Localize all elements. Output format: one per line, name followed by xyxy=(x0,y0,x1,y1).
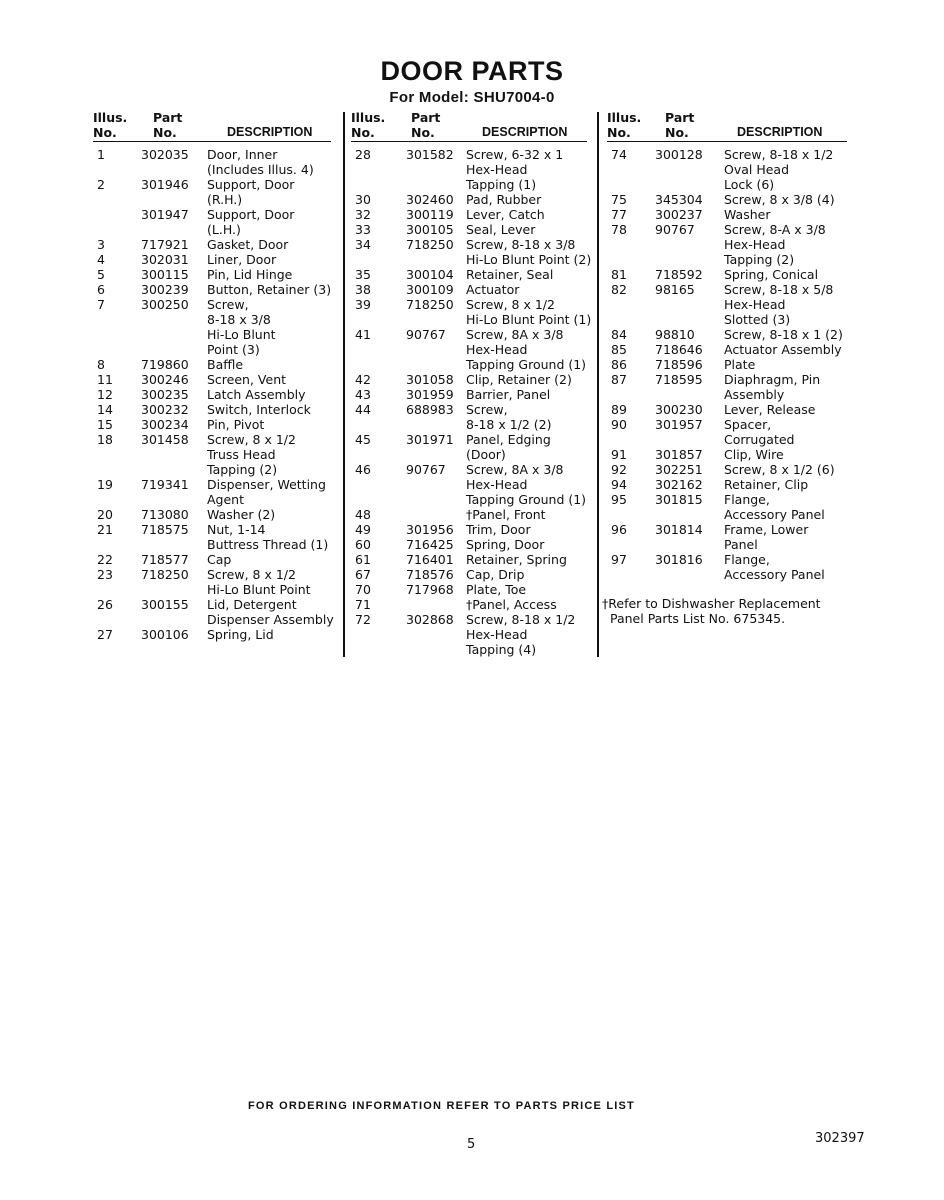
part-number: 90767 xyxy=(406,327,446,342)
header-rule xyxy=(93,141,331,142)
ordering-footer: FOR ORDERING INFORMATION REFER TO PARTS PRICE LIST xyxy=(248,1100,635,1112)
illus-number: 86 xyxy=(611,357,627,372)
part-number: 302460 xyxy=(406,192,454,207)
description-header: DESCRIPTION xyxy=(227,125,313,139)
part-description: Screen, Vent xyxy=(207,372,287,387)
part-description: Support, Door xyxy=(207,207,295,222)
illus-number: 26 xyxy=(97,597,113,612)
part-header: Part No. xyxy=(411,110,441,140)
part-description: Hi-Lo Blunt Point xyxy=(207,582,311,597)
illus-number: 8 xyxy=(97,357,105,372)
illus-number: 96 xyxy=(611,522,627,537)
illus-number: 30 xyxy=(355,192,371,207)
illus-number: 2 xyxy=(97,177,105,192)
part-number: 301959 xyxy=(406,387,454,402)
part-description: Lever, Catch xyxy=(466,207,545,222)
part-header: Part No. xyxy=(153,110,183,140)
illus-number: 84 xyxy=(611,327,627,342)
part-description: Screw, 8 x 1/2 (6) xyxy=(724,462,835,477)
column-divider xyxy=(597,112,599,657)
illus-number: 71 xyxy=(355,597,371,612)
illus-number: 19 xyxy=(97,477,113,492)
illus-header: Illus. No. xyxy=(351,110,386,140)
part-description: Cap, Drip xyxy=(466,567,525,582)
part-number: 718250 xyxy=(141,567,189,582)
part-number: 301857 xyxy=(655,447,703,462)
part-number: 718577 xyxy=(141,552,189,567)
illus-number: 95 xyxy=(611,492,627,507)
part-description: Spring, Door xyxy=(466,537,545,552)
part-number: 90767 xyxy=(406,462,446,477)
part-description: Screw, 8-18 x 3/8 xyxy=(466,237,576,252)
part-description: Slotted (3) xyxy=(724,312,791,327)
part-number: 301957 xyxy=(655,417,703,432)
part-number: 301971 xyxy=(406,432,454,447)
illus-number: 74 xyxy=(611,147,627,162)
part-description: Liner, Door xyxy=(207,252,277,267)
part-number: 718576 xyxy=(406,567,454,582)
part-description: Clip, Retainer (2) xyxy=(466,372,572,387)
part-number: 98810 xyxy=(655,327,695,342)
part-number: 301816 xyxy=(655,552,703,567)
illus-number: 90 xyxy=(611,417,627,432)
document-number: 302397 xyxy=(815,1131,865,1146)
part-description: Lever, Release xyxy=(724,402,816,417)
illus-number: 32 xyxy=(355,207,371,222)
part-number: 301458 xyxy=(141,432,189,447)
part-description: 8-18 x 3/8 xyxy=(207,312,271,327)
part-description: Dispenser Assembly xyxy=(207,612,334,627)
part-number: 718596 xyxy=(655,357,703,372)
illus-number: 91 xyxy=(611,447,627,462)
part-description: Accessory Panel xyxy=(724,507,825,522)
part-description: Hex-Head xyxy=(466,477,528,492)
illus-number: 67 xyxy=(355,567,371,582)
illus-number: 49 xyxy=(355,522,371,537)
part-number: 300104 xyxy=(406,267,454,282)
part-description: Hi-Lo Blunt xyxy=(207,327,276,342)
illus-number: 3 xyxy=(97,237,105,252)
part-description: Baffle xyxy=(207,357,244,372)
header-rule xyxy=(351,141,587,142)
illus-number: 5 xyxy=(97,267,105,282)
part-number: 300105 xyxy=(406,222,454,237)
part-description: Screw, 8-A x 3/8 xyxy=(724,222,826,237)
illus-number: 33 xyxy=(355,222,371,237)
part-description: Lid, Detergent xyxy=(207,597,297,612)
illus-number: 11 xyxy=(97,372,113,387)
part-description: Barrier, Panel xyxy=(466,387,551,402)
illus-number: 60 xyxy=(355,537,371,552)
part-description: (Door) xyxy=(466,447,506,462)
part-number: 717968 xyxy=(406,582,454,597)
model-subtitle: For Model: SHU7004-0 xyxy=(389,89,555,106)
part-description: Pad, Rubber xyxy=(466,192,542,207)
illus-number: 39 xyxy=(355,297,371,312)
part-number: 688983 xyxy=(406,402,454,417)
part-number: 345304 xyxy=(655,192,703,207)
part-description: Tapping (2) xyxy=(724,252,795,267)
part-header: Part No. xyxy=(665,110,695,140)
part-description: Spring, Lid xyxy=(207,627,274,642)
part-number: 90767 xyxy=(655,222,695,237)
illus-number: 87 xyxy=(611,372,627,387)
part-number: 719341 xyxy=(141,477,189,492)
part-description: Trim, Door xyxy=(466,522,531,537)
header-rule xyxy=(607,141,847,142)
illus-number: 15 xyxy=(97,417,113,432)
part-description: Retainer, Spring xyxy=(466,552,567,567)
part-description: Flange, xyxy=(724,492,770,507)
part-number: 300128 xyxy=(655,147,703,162)
part-description: Screw, 8 x 1/2 xyxy=(207,432,296,447)
illus-number: 23 xyxy=(97,567,113,582)
part-description: Tapping Ground (1) xyxy=(466,492,587,507)
part-description: Latch Assembly xyxy=(207,387,306,402)
part-description: Accessory Panel xyxy=(724,567,825,582)
illus-number: 94 xyxy=(611,477,627,492)
part-description: Flange, xyxy=(724,552,770,567)
illus-number: 97 xyxy=(611,552,627,567)
illus-number: 61 xyxy=(355,552,371,567)
part-number: 302035 xyxy=(141,147,189,162)
column-divider xyxy=(343,112,345,657)
illus-number: 85 xyxy=(611,342,627,357)
part-number: 300230 xyxy=(655,402,703,417)
part-description: Hex-Head xyxy=(466,342,528,357)
illus-number: 46 xyxy=(355,462,371,477)
part-number: 98165 xyxy=(655,282,695,297)
part-number: 301947 xyxy=(141,207,189,222)
part-description: Screw, 8-18 x 1/2 xyxy=(724,147,834,162)
part-description: Screw, 8 x 1/2 xyxy=(207,567,296,582)
part-number: 718250 xyxy=(406,237,454,252)
part-number: 300237 xyxy=(655,207,703,222)
part-description: Cap xyxy=(207,552,232,567)
part-description: Tapping (4) xyxy=(466,642,537,657)
part-description: Point (3) xyxy=(207,342,260,357)
illus-number: 75 xyxy=(611,192,627,207)
part-number: 718592 xyxy=(655,267,703,282)
part-description: Corrugated xyxy=(724,432,795,447)
part-description: Pin, Lid Hinge xyxy=(207,267,293,282)
part-description: Washer (2) xyxy=(207,507,276,522)
part-number: 718646 xyxy=(655,342,703,357)
part-number: 301956 xyxy=(406,522,454,537)
part-description: Seal, Lever xyxy=(466,222,536,237)
part-description: Gasket, Door xyxy=(207,237,289,252)
part-number: 713080 xyxy=(141,507,189,522)
part-number: 719860 xyxy=(141,357,189,372)
illus-number: 14 xyxy=(97,402,113,417)
illus-number: 72 xyxy=(355,612,371,627)
part-description: (Includes Illus. 4) xyxy=(207,162,314,177)
illus-number: 35 xyxy=(355,267,371,282)
part-number: 300232 xyxy=(141,402,189,417)
illus-number: 4 xyxy=(97,252,105,267)
part-description: Panel xyxy=(724,537,758,552)
illus-number: 70 xyxy=(355,582,371,597)
part-description: Hex-Head xyxy=(466,162,528,177)
part-description: Tapping Ground (1) xyxy=(466,357,587,372)
part-number: 301946 xyxy=(141,177,189,192)
part-number: 300109 xyxy=(406,282,454,297)
part-description: Lock (6) xyxy=(724,177,775,192)
part-description: Hi-Lo Blunt Point (2) xyxy=(466,252,592,267)
part-description: Agent xyxy=(207,492,244,507)
description-header: DESCRIPTION xyxy=(737,125,823,139)
part-description: Plate xyxy=(724,357,756,372)
part-description: Screw, 8A x 3/8 xyxy=(466,462,564,477)
illus-number: 43 xyxy=(355,387,371,402)
part-number: 716425 xyxy=(406,537,454,552)
part-description: †Panel, Access xyxy=(466,597,557,612)
illus-number: 20 xyxy=(97,507,113,522)
illus-number: 1 xyxy=(97,147,105,162)
illus-number: 18 xyxy=(97,432,113,447)
refer-note: †Refer to Dishwasher Replacement Panel Parts List No. 675345. xyxy=(602,596,821,626)
part-description: Screw, xyxy=(466,402,508,417)
part-number: 301815 xyxy=(655,492,703,507)
part-description: 8-18 x 1/2 (2) xyxy=(466,417,552,432)
part-description: †Panel, Front xyxy=(466,507,546,522)
illus-number: 38 xyxy=(355,282,371,297)
illus-number: 82 xyxy=(611,282,627,297)
part-number: 718575 xyxy=(141,522,189,537)
page-number: 5 xyxy=(467,1137,476,1152)
part-description: Buttress Thread (1) xyxy=(207,537,329,552)
illus-number: 7 xyxy=(97,297,105,312)
part-description: Retainer, Clip xyxy=(724,477,809,492)
part-description: Screw, 8 x 1/2 xyxy=(466,297,555,312)
part-number: 300155 xyxy=(141,597,189,612)
part-number: 300106 xyxy=(141,627,189,642)
part-description: (L.H.) xyxy=(207,222,241,237)
part-number: 302031 xyxy=(141,252,189,267)
part-description: Screw, 8-18 x 1 (2) xyxy=(724,327,843,342)
illus-number: 6 xyxy=(97,282,105,297)
illus-number: 44 xyxy=(355,402,371,417)
illus-number: 41 xyxy=(355,327,371,342)
part-description: Screw, 6-32 x 1 xyxy=(466,147,564,162)
part-description: Plate, Toe xyxy=(466,582,527,597)
illus-number: 34 xyxy=(355,237,371,252)
illus-number: 12 xyxy=(97,387,113,402)
illus-number: 92 xyxy=(611,462,627,477)
part-number: 718595 xyxy=(655,372,703,387)
part-number: 301058 xyxy=(406,372,454,387)
illus-number: 78 xyxy=(611,222,627,237)
part-number: 301814 xyxy=(655,522,703,537)
illus-number: 28 xyxy=(355,147,371,162)
part-description: Support, Door xyxy=(207,177,295,192)
part-number: 302162 xyxy=(655,477,703,492)
part-description: Oval Head xyxy=(724,162,790,177)
part-number: 300246 xyxy=(141,372,189,387)
illus-number: 81 xyxy=(611,267,627,282)
part-description: Clip, Wire xyxy=(724,447,784,462)
part-number: 300234 xyxy=(141,417,189,432)
part-number: 301582 xyxy=(406,147,454,162)
part-description: Washer xyxy=(724,207,771,222)
illus-number: 42 xyxy=(355,372,371,387)
part-number: 300235 xyxy=(141,387,189,402)
illus-number: 77 xyxy=(611,207,627,222)
part-description: Hi-Lo Blunt Point (1) xyxy=(466,312,592,327)
part-number: 302251 xyxy=(655,462,703,477)
part-number: 716401 xyxy=(406,552,454,567)
part-description: Switch, Interlock xyxy=(207,402,311,417)
part-description: Panel, Edging xyxy=(466,432,551,447)
illus-number: 45 xyxy=(355,432,371,447)
illus-number: 89 xyxy=(611,402,627,417)
part-description: Button, Retainer (3) xyxy=(207,282,332,297)
part-description: Screw, 8-18 x 5/8 xyxy=(724,282,834,297)
page-title: DOOR PARTS xyxy=(380,56,564,86)
part-description: Assembly xyxy=(724,387,785,402)
part-description: Actuator xyxy=(466,282,520,297)
illus-number: 48 xyxy=(355,507,371,522)
part-description: Hex-Head xyxy=(724,237,786,252)
part-description: Spacer, xyxy=(724,417,772,432)
part-description: Screw, 8-18 x 1/2 xyxy=(466,612,576,627)
part-description: Dispenser, Wetting xyxy=(207,477,326,492)
illus-number: 22 xyxy=(97,552,113,567)
part-number: 300115 xyxy=(141,267,189,282)
part-description: Screw, 8 x 3/8 (4) xyxy=(724,192,835,207)
part-description: Actuator Assembly xyxy=(724,342,842,357)
part-description: Diaphragm, Pin xyxy=(724,372,821,387)
part-description: Retainer, Seal xyxy=(466,267,554,282)
part-number: 300250 xyxy=(141,297,189,312)
part-number: 302868 xyxy=(406,612,454,627)
part-description: Screw, xyxy=(207,297,249,312)
part-number: 300239 xyxy=(141,282,189,297)
part-number: 718250 xyxy=(406,297,454,312)
part-description: Hex-Head xyxy=(466,627,528,642)
part-description: Spring, Conical xyxy=(724,267,819,282)
illus-header: Illus. No. xyxy=(93,110,128,140)
part-description: Tapping (2) xyxy=(207,462,278,477)
illus-header: Illus. No. xyxy=(607,110,642,140)
part-description: Door, Inner xyxy=(207,147,278,162)
part-description: Tapping (1) xyxy=(466,177,537,192)
part-description: Hex-Head xyxy=(724,297,786,312)
part-description: Screw, 8A x 3/8 xyxy=(466,327,564,342)
part-description: Truss Head xyxy=(207,447,276,462)
illus-number: 27 xyxy=(97,627,113,642)
part-description: (R.H.) xyxy=(207,192,243,207)
description-header: DESCRIPTION xyxy=(482,125,568,139)
part-description: Nut, 1-14 xyxy=(207,522,266,537)
part-number: 717921 xyxy=(141,237,189,252)
part-description: Pin, Pivot xyxy=(207,417,265,432)
part-number: 300119 xyxy=(406,207,454,222)
part-description: Frame, Lower xyxy=(724,522,809,537)
illus-number: 21 xyxy=(97,522,113,537)
